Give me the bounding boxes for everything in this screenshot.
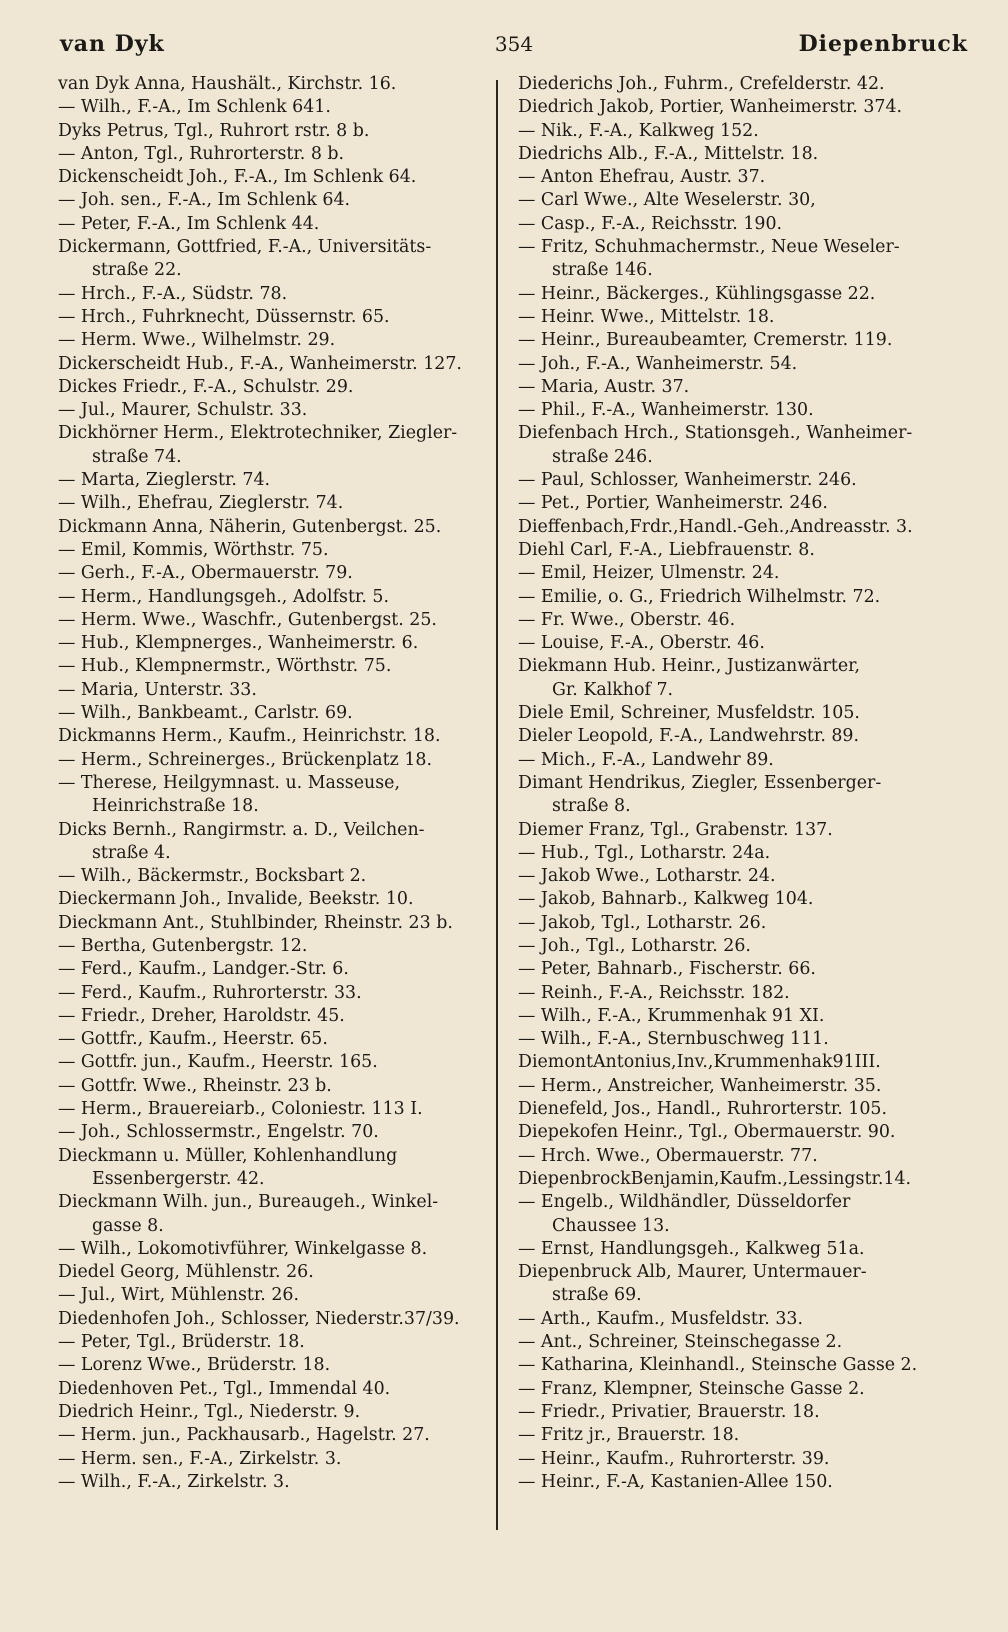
directory-entry: — Engelb., Wildhändler, Düsseldorfer [518, 1192, 851, 1213]
directory-entry: — Herm. sen., F.-A., Zirkelstr. 3. [58, 1448, 342, 1469]
directory-entry: — Paul, Schlosser, Wanheimerstr. 246. [518, 470, 857, 491]
directory-entry: — Herm. jun., Packhausarb., Hagelstr. 27. [58, 1425, 430, 1446]
directory-entry: — Hub., Klempnermstr., Wörthstr. 75. [58, 656, 392, 677]
directory-entry: — Anton, Tgl., Ruhrorterstr. 8 b. [58, 143, 345, 164]
directory-entry: — Therese, Heilgymnast. u. Masseuse, [58, 772, 400, 793]
directory-entry: — Louise, F.-A., Oberstr. 46. [518, 633, 765, 654]
directory-entry: — Phil., F.-A., Wanheimerstr. 130. [518, 400, 814, 421]
directory-entry: — Peter, Tgl., Brüderstr. 18. [58, 1332, 305, 1353]
directory-entry: — Reinh., F.-A., Reichsstr. 182. [518, 982, 790, 1003]
directory-entry: — Emil, Kommis, Wörthstr. 75. [58, 539, 329, 560]
directory-entry: Dieler Leopold, F.-A., Landwehrstr. 89. [518, 726, 860, 747]
directory-entry: — Heinr., Bäckerges., Kühlingsgasse 22. [518, 283, 876, 304]
directory-entry: DiemontAntonius,Inv.,Krummenhak91III. [518, 1052, 881, 1073]
directory-entry: Diedrich Jakob, Portier, Wanheimerstr. 374. [518, 97, 903, 118]
directory-entry: Dickes Friedr., F.-A., Schulstr. 29. [58, 376, 354, 397]
directory-entry: — Gerh., F.-A., Obermauerstr. 79. [58, 563, 353, 584]
directory-entry: — Herm., Brauereiarb., Coloniestr. 113 I. [58, 1099, 423, 1120]
directory-entry: — Wilh., F.-A., Im Schlenk 641. [58, 97, 331, 118]
directory-entry: Dyks Petrus, Tgl., Ruhrort rstr. 8 b. [58, 120, 370, 141]
directory-entry: Diemer Franz, Tgl., Grabenstr. 137. [518, 819, 833, 840]
directory-entry: — Heinr., Kaufm., Ruhrorterstr. 39. [518, 1448, 830, 1469]
directory-entry: Diedrichs Alb., F.-A., Mittelstr. 18. [518, 143, 819, 164]
directory-entry-continuation: straße 246. [552, 446, 653, 467]
directory-entry: — Herm., Handlungsgeh., Adolfstr. 5. [58, 586, 389, 607]
directory-entry: Dienefeld, Jos., Handl., Ruhrorterstr. 105. [518, 1099, 888, 1120]
directory-entry-continuation: Chaussee 13. [552, 1215, 670, 1236]
directory-entry: Dieffenbach,Frdr.,Handl.-Geh.,Andreasstr. 3. [518, 516, 913, 537]
directory-entry: Diepekofen Heinr., Tgl., Obermauerstr. 90. [518, 1122, 896, 1143]
directory-entry: — Hrch. Wwe., Obermauerstr. 77. [518, 1145, 818, 1166]
directory-entry: — Pet., Portier, Wanheimerstr. 246. [518, 493, 828, 514]
directory-entry: — Hrch., Fuhrknecht, Düssernstr. 65. [58, 306, 390, 327]
directory-entry: — Gottfr. Wwe., Rheinstr. 23 b. [58, 1075, 332, 1096]
directory-entry: Diedel Georg, Mühlenstr. 26. [58, 1262, 314, 1283]
directory-entry: — Gottfr. jun., Kaufm., Heerstr. 165. [58, 1052, 378, 1073]
directory-entry: — Arth., Kaufm., Musfeldstr. 33. [518, 1308, 804, 1329]
directory-entry: — Wilh., Bankbeamt., Carlstr. 69. [58, 703, 353, 724]
page-header [60, 24, 968, 64]
directory-entry: — Jakob Wwe., Lotharstr. 24. [518, 866, 776, 887]
directory-entry: — Joh., Tgl., Lotharstr. 26. [518, 935, 751, 956]
directory-entry: Dimant Hendrikus, Ziegler, Essenberger- [518, 772, 882, 793]
directory-entry: — Ferd., Kaufm., Landger.-Str. 6. [58, 959, 349, 980]
directory-entry-continuation: Gr. Kalkhof 7. [552, 679, 674, 700]
directory-entry: — Peter, Bahnarb., Fischerstr. 66. [518, 959, 816, 980]
page-number: 354 [494, 32, 534, 56]
directory-entry: Dieckermann Joh., Invalide, Beekstr. 10. [58, 889, 414, 910]
directory-entry-continuation: straße 146. [552, 260, 653, 281]
header-left-keyword: van Dyk [60, 31, 165, 57]
directory-entry: — Wilh., Ehefrau, Zieglerstr. 74. [58, 493, 344, 514]
directory-entry: — Maria, Unterstr. 33. [58, 679, 257, 700]
directory-entry: van Dyk Anna, Haushält., Kirchstr. 16. [58, 74, 397, 94]
directory-entry: — Mich., F.-A., Landwehr 89. [518, 749, 774, 770]
directory-entry: — Joh., F.-A., Wanheimerstr. 54. [518, 353, 798, 374]
directory-entry: — Franz, Klempner, Steinsche Gasse 2. [518, 1378, 865, 1399]
directory-entry: — Lorenz Wwe., Brüderstr. 18. [58, 1355, 331, 1376]
directory-entry: — Ernst, Handlungsgeh., Kalkweg 51a. [518, 1238, 865, 1259]
directory-entry: Dicks Bernh., Rangirmstr. a. D., Veilchen- [58, 819, 425, 840]
directory-entry: — Maria, Austr. 37. [518, 376, 690, 397]
directory-entry-continuation: straße 4. [92, 842, 171, 863]
directory-entry: Diepenbruck Alb, Maurer, Untermauer- [518, 1262, 867, 1283]
directory-entry: — Casp., F.-A., Reichsstr. 190. [518, 213, 783, 234]
directory-entry: — Jakob, Tgl., Lotharstr. 26. [518, 912, 767, 933]
directory-entry: DiepenbrockBenjamin,Kaufm.,Lessingstr.14. [518, 1168, 912, 1189]
directory-entry-continuation: Essenbergerstr. 42. [92, 1168, 265, 1189]
header-right-keyword: Diepenbruck [798, 31, 968, 57]
directory-entry: Dieckmann u. Müller, Kohlenhandlung [58, 1145, 398, 1166]
directory-entry: Diele Emil, Schreiner, Musfeldstr. 105. [518, 703, 860, 724]
directory-entry: — Gottfr., Kaufm., Heerstr. 65. [58, 1029, 328, 1050]
directory-entry: — Marta, Zieglerstr. 74. [58, 470, 271, 491]
directory-entry: — Katharina, Kleinhandl., Steinsche Gasse 2. [518, 1355, 918, 1376]
directory-entry: — Hub., Tgl., Lotharstr. 24a. [518, 842, 771, 863]
directory-entry-continuation: gasse 8. [92, 1215, 164, 1236]
directory-entry: Dickmanns Herm., Kaufm., Heinrichstr. 18. [58, 726, 441, 747]
directory-entry: — Herm. Wwe., Wilhelmstr. 29. [58, 330, 336, 351]
directory-entry: Diederichs Joh., Fuhrm., Crefelderstr. 42. [518, 74, 885, 94]
directory-entry: — Herm., Anstreicher, Wanheimerstr. 35. [518, 1075, 882, 1096]
directory-entry: — Carl Wwe., Alte Weselerstr. 30, [518, 190, 816, 211]
directory-entry: — Wilh., F.-A., Zirkelstr. 3. [58, 1471, 290, 1492]
directory-entry: Diedenhoven Pet., Tgl., Immendal 40. [58, 1378, 391, 1399]
directory-entry: — Jakob, Bahnarb., Kalkweg 104. [518, 889, 814, 910]
directory-entry: — Wilh., F.-A., Krummenhak 91 XI. [518, 1005, 825, 1026]
directory-entry: Dickerscheidt Hub., F.-A., Wanheimerstr. 127. [58, 353, 462, 374]
directory-entry-continuation: straße 74. [92, 446, 182, 467]
directory-entry: — Peter, F.-A., Im Schlenk 44. [58, 213, 320, 234]
directory-entry: Dickmann Anna, Näherin, Gutenbergst. 25. [58, 516, 442, 537]
directory-entry: Dieckmann Ant., Stuhlbinder, Rheinstr. 23 b. [58, 912, 453, 933]
directory-entry: Dickenscheidt Joh., F.-A., Im Schlenk 64. [58, 167, 417, 188]
directory-entry: — Hrch., F.-A., Südstr. 78. [58, 283, 288, 304]
directory-entry: — Fritz, Schuhmachermstr., Neue Weseler- [518, 237, 900, 258]
directory-entry: — Wilh., Bäckermstr., Bocksbart 2. [58, 866, 367, 887]
directory-entry: — Jul., Maurer, Schulstr. 33. [58, 400, 308, 421]
directory-entry: — Joh. sen., F.-A., Im Schlenk 64. [58, 190, 351, 211]
directory-entry: — Ant., Schreiner, Steinschegasse 2. [518, 1332, 843, 1353]
directory-entry-continuation: straße 22. [92, 260, 182, 281]
directory-entry-continuation: straße 8. [552, 796, 631, 817]
directory-entry: Dieckmann Wilh. jun., Bureaugeh., Winkel- [58, 1192, 439, 1213]
directory-entry: — Heinr., F.-A, Kastanien-Allee 150. [518, 1471, 833, 1492]
directory-entry: — Herm. Wwe., Waschfr., Gutenbergst. 25. [58, 609, 437, 630]
directory-entry: — Nik., F.-A., Kalkweg 152. [518, 120, 759, 141]
directory-entry: — Joh., Schlossermstr., Engelstr. 70. [58, 1122, 379, 1143]
directory-entry: — Friedr., Privatier, Brauerstr. 18. [518, 1401, 820, 1422]
directory-entry: — Bertha, Gutenbergstr. 12. [58, 935, 308, 956]
directory-entry: Diehl Carl, F.-A., Liebfrauenstr. 8. [518, 539, 815, 560]
right-column [518, 73, 948, 1494]
directory-entry: — Heinr. Wwe., Mittelstr. 18. [518, 306, 775, 327]
directory-entry: Diefenbach Hrch., Stationsgeh., Wanheimer- [518, 423, 913, 444]
directory-entry: Dickermann, Gottfried, F.-A., Universitäts- [58, 237, 432, 258]
directory-entry: Diedrich Heinr., Tgl., Niederstr. 9. [58, 1401, 361, 1422]
directory-entry: — Ferd., Kaufm., Ruhrorterstr. 33. [58, 982, 362, 1003]
directory-entry: — Jul., Wirt, Mühlenstr. 26. [58, 1285, 300, 1306]
directory-entry: — Hub., Klempnerges., Wanheimerstr. 6. [58, 633, 419, 654]
directory-entry: — Friedr., Dreher, Haroldstr. 45. [58, 1005, 345, 1026]
column-divider [496, 80, 498, 1530]
directory-entry: — Emil, Heizer, Ulmenstr. 24. [518, 563, 780, 584]
directory-entry: — Wilh., Lokomotivführer, Winkelgasse 8. [58, 1238, 428, 1259]
directory-entry: — Fritz jr., Brauerstr. 18. [518, 1425, 740, 1446]
directory-entry: Dickhörner Herm., Elektrotechniker, Ziegler- [58, 423, 458, 444]
directory-entry: — Wilh., F.-A., Sternbuschweg 111. [518, 1029, 829, 1050]
directory-entry: — Emilie, o. G., Friedrich Wilhelmstr. 72. [518, 586, 881, 607]
left-column [58, 73, 488, 1494]
directory-entry: — Anton Ehefrau, Austr. 37. [518, 167, 766, 188]
directory-entry: — Fr. Wwe., Oberstr. 46. [518, 609, 736, 630]
directory-entry-continuation: Heinrichstraße 18. [92, 796, 259, 817]
directory-entry-continuation: straße 69. [552, 1285, 642, 1306]
directory-entry: Diekmann Hub. Heinr., Justizanwärter, [518, 656, 861, 677]
directory-entry: — Herm., Schreinerges., Brückenplatz 18. [58, 749, 432, 770]
directory-entry: Diedenhofen Joh., Schlosser, Niederstr.37/39. [58, 1308, 460, 1329]
directory-entry: — Heinr., Bureaubeamter, Cremerstr. 119. [518, 330, 893, 351]
